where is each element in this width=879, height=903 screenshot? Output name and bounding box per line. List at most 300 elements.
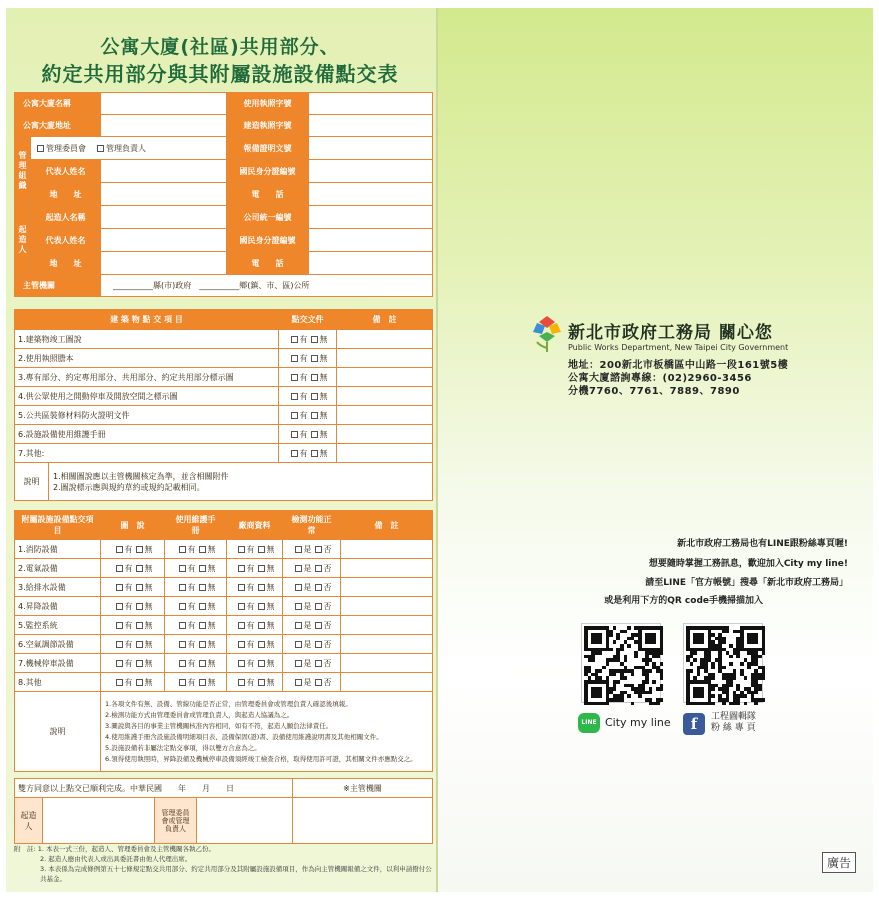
- no-checkbox[interactable]: [258, 679, 265, 686]
- facility-remark-line: 5.設施設備若非屬法定點交事項，得以雙方合意為之。: [105, 743, 261, 752]
- no-label: 無: [207, 563, 216, 573]
- yes-checkbox[interactable]: [179, 584, 186, 591]
- qr-module: [606, 702, 610, 706]
- test-check: [283, 654, 341, 673]
- qr-module: [736, 702, 740, 706]
- no-checkbox[interactable]: [199, 565, 206, 572]
- facility-items-table: [14, 510, 433, 772]
- yes-label: 有: [124, 658, 133, 668]
- qr-module: [652, 640, 656, 644]
- license-no-field[interactable]: [309, 93, 433, 115]
- no-checkbox[interactable]: [311, 431, 318, 438]
- building-name-field[interactable]: [101, 93, 227, 115]
- docs-check: [279, 368, 337, 387]
- no-checkbox[interactable]: [136, 565, 143, 572]
- yes-checkbox[interactable]: [116, 546, 123, 553]
- remark-text: [49, 463, 433, 501]
- header-manual: 使用維護手 冊: [165, 511, 227, 540]
- drawings-check: [101, 559, 165, 578]
- header-vendor: 廠商資料: [227, 511, 283, 540]
- yes-label: 有: [246, 620, 255, 630]
- no-checkbox[interactable]: [199, 641, 206, 648]
- yes-checkbox[interactable]: [291, 431, 298, 438]
- manual-check: [165, 616, 227, 635]
- yes-checkbox[interactable]: [116, 603, 123, 610]
- no-label: 無: [144, 620, 153, 630]
- yes-checkbox[interactable]: [291, 393, 298, 400]
- no-label: 無: [144, 658, 153, 668]
- building-item: 4.供公眾使用之開動停車及開放空間之標示圖: [15, 387, 279, 406]
- year-label: 年: [178, 783, 186, 793]
- no-checkbox[interactable]: [311, 393, 318, 400]
- facility-item: 3.給排水設備: [15, 578, 101, 597]
- header-remark: 備 註: [341, 511, 433, 540]
- test-check: [283, 540, 341, 559]
- no-checkbox[interactable]: [258, 546, 265, 553]
- label-phone: 電 話: [227, 183, 309, 206]
- no-label: 無: [266, 639, 275, 649]
- ok-label: 是: [303, 544, 312, 554]
- qr-module: [624, 658, 628, 662]
- person-checkbox[interactable]: [97, 145, 104, 152]
- test-check: [283, 597, 341, 616]
- qr-module: [602, 666, 606, 670]
- no-checkbox[interactable]: [258, 584, 265, 591]
- ok-checkbox[interactable]: [295, 584, 302, 591]
- rep-name-field[interactable]: [101, 160, 227, 183]
- no-checkbox[interactable]: [258, 660, 265, 667]
- facebook-qr-code[interactable]: [683, 623, 763, 703]
- no-checkbox[interactable]: [136, 546, 143, 553]
- note-3: 3. 本表係為完成條例第五十七條規定點交共用部分、約定共用部分及其附屬設施設備項目，作為向主管機關報備之文件，以利申請撥付公共基金。: [40, 865, 432, 883]
- no-label: 無: [207, 601, 216, 611]
- header-facility: 附屬設施設備點交項目: [15, 511, 101, 540]
- line-qr-code[interactable]: [581, 623, 661, 703]
- yes-label: 有: [299, 391, 308, 401]
- vendor-check: [227, 673, 283, 692]
- build-license-field[interactable]: [309, 115, 433, 137]
- label-building-name: 公寓大廈名稱: [15, 93, 101, 115]
- authority-mark: ※主管機關: [293, 779, 433, 798]
- qr-module: [591, 658, 595, 662]
- qr-module: [722, 640, 726, 644]
- no-label: 無: [266, 544, 275, 554]
- ng-checkbox[interactable]: [315, 546, 322, 553]
- ok-checkbox[interactable]: [295, 603, 302, 610]
- yes-label: 有: [187, 544, 196, 554]
- yes-checkbox[interactable]: [116, 679, 123, 686]
- no-label: 無: [207, 620, 216, 630]
- qr-module: [697, 673, 701, 677]
- yes-checkbox[interactable]: [179, 641, 186, 648]
- yes-label: 有: [187, 639, 196, 649]
- no-checkbox[interactable]: [258, 641, 265, 648]
- vendor-check: [227, 559, 283, 578]
- no-checkbox[interactable]: [136, 603, 143, 610]
- qr-module: [754, 640, 758, 644]
- authority-field[interactable]: __________縣(市)政府 __________鄉(鎮、市、區)公所: [101, 275, 433, 297]
- no-label: 無: [144, 582, 153, 592]
- qr-module: [634, 655, 638, 659]
- no-checkbox[interactable]: [199, 546, 206, 553]
- note-field[interactable]: [337, 368, 433, 387]
- qr-module: [645, 662, 649, 666]
- id-no-field[interactable]: [309, 160, 433, 183]
- bureau-extensions: 分機7760、7761、7889、7890: [568, 386, 740, 397]
- note-field[interactable]: [337, 387, 433, 406]
- no-checkbox[interactable]: [136, 660, 143, 667]
- yes-checkbox[interactable]: [238, 679, 245, 686]
- header-items: 建 築 物 點 交 項 目: [15, 310, 279, 330]
- committee-sign-field[interactable]: [197, 798, 293, 844]
- facility-item: 2.電氣設備: [15, 559, 101, 578]
- label-build-license: 建造執照字號: [227, 115, 309, 137]
- no-checkbox[interactable]: [136, 641, 143, 648]
- drawings-check: [101, 654, 165, 673]
- info-panel: [437, 8, 873, 892]
- yes-checkbox[interactable]: [238, 622, 245, 629]
- qr-module: [624, 676, 628, 680]
- qr-module: [613, 687, 617, 691]
- yes-checkbox[interactable]: [291, 355, 298, 362]
- test-check: [283, 578, 341, 597]
- qr-module: [690, 669, 694, 673]
- qr-module: [758, 687, 762, 691]
- building-addr-field[interactable]: [101, 115, 227, 137]
- ng-checkbox[interactable]: [315, 603, 322, 610]
- ok-label: 是: [303, 677, 312, 687]
- yes-label: 有: [246, 563, 255, 573]
- no-checkbox[interactable]: [199, 584, 206, 591]
- facility-remark-line: 2.檢測功能方式由管理委員會或管理負責人，與起造人協議為之。: [105, 710, 294, 719]
- yes-label: 有: [246, 677, 255, 687]
- developer-sign-field[interactable]: [43, 798, 155, 844]
- no-label: 無: [144, 639, 153, 649]
- form-title-line2: 約定共用部分與其附屬設施設備點交表: [41, 62, 399, 86]
- no-label: 無: [319, 334, 328, 344]
- qr-module: [649, 669, 653, 673]
- remark-line: 1.相關圖說應以主管機關核定為準，並含相關附件: [53, 471, 229, 481]
- no-checkbox[interactable]: [311, 412, 318, 419]
- drawings-check: [101, 635, 165, 654]
- no-label: 無: [266, 620, 275, 630]
- no-checkbox[interactable]: [258, 622, 265, 629]
- qr-module: [631, 702, 635, 706]
- label-dev-phone: 電 話: [227, 252, 309, 275]
- promo-line-3: 請至LINE「官方帳號」搜尋「新北市政府工務局」: [645, 578, 848, 588]
- yes-label: 有: [299, 448, 308, 458]
- facility-note-field[interactable]: [341, 654, 433, 673]
- no-label: 無: [319, 391, 328, 401]
- committee-checkbox[interactable]: [37, 145, 44, 152]
- ng-checkbox[interactable]: [315, 641, 322, 648]
- no-checkbox[interactable]: [258, 565, 265, 572]
- facility-note-field[interactable]: [341, 578, 433, 597]
- drawings-check: [101, 597, 165, 616]
- yes-label: 有: [246, 658, 255, 668]
- qr-module: [693, 651, 697, 655]
- qr-module: [700, 694, 704, 698]
- drawings-check: [101, 616, 165, 635]
- no-label: 無: [207, 582, 216, 592]
- yes-checkbox[interactable]: [116, 565, 123, 572]
- test-check: [283, 673, 341, 692]
- label-developer: 起造人: [15, 206, 31, 275]
- ng-checkbox[interactable]: [315, 584, 322, 591]
- yes-checkbox[interactable]: [291, 336, 298, 343]
- no-label: 無: [144, 563, 153, 573]
- label-company-no: 公司統一編號: [227, 206, 309, 229]
- qr-module: [762, 698, 766, 702]
- test-check: [283, 635, 341, 654]
- note-field[interactable]: [337, 349, 433, 368]
- facebook-icon[interactable]: f: [683, 713, 705, 735]
- yes-label: 有: [124, 639, 133, 649]
- manual-check: [165, 635, 227, 654]
- no-label: 無: [319, 410, 328, 420]
- authority-sign-field[interactable]: [293, 798, 433, 844]
- yes-checkbox[interactable]: [179, 679, 186, 686]
- ok-label: 是: [303, 620, 312, 630]
- no-checkbox[interactable]: [199, 660, 206, 667]
- yes-label: 有: [187, 563, 196, 573]
- agree-text: [15, 779, 293, 798]
- dev-rep-name-field[interactable]: [101, 229, 227, 252]
- qr-module: [609, 648, 613, 652]
- township-label: 鄉(鎮、市、區)公所: [239, 281, 310, 290]
- yes-checkbox[interactable]: [179, 622, 186, 629]
- note-field[interactable]: [337, 330, 433, 349]
- yes-label: 有: [124, 582, 133, 592]
- ok-label: 是: [303, 658, 312, 668]
- test-check: [283, 559, 341, 578]
- yes-checkbox[interactable]: [116, 641, 123, 648]
- facility-remark-line: 4.使用維護手冊含設施設備明細項目表、設備保固(證)書、設備使用維護說明書及其他相關文件。: [105, 732, 383, 741]
- yes-label: 有: [299, 410, 308, 420]
- qr-module: [616, 637, 620, 641]
- dev-name-field[interactable]: [101, 206, 227, 229]
- company-no-field[interactable]: [309, 206, 433, 229]
- no-label: 無: [319, 372, 328, 382]
- ok-checkbox[interactable]: [295, 660, 302, 667]
- no-checkbox[interactable]: [136, 622, 143, 629]
- drawings-check: [101, 673, 165, 692]
- no-checkbox[interactable]: [136, 584, 143, 591]
- no-checkbox[interactable]: [258, 603, 265, 610]
- agree-label: 雙方同意以上點交已順利完成。中華民國: [18, 783, 162, 793]
- ng-checkbox[interactable]: [315, 679, 322, 686]
- qr-module: [620, 648, 624, 652]
- ok-checkbox[interactable]: [295, 565, 302, 572]
- county-label: 縣(市)政府: [153, 281, 192, 290]
- yes-checkbox[interactable]: [291, 450, 298, 457]
- ng-label: 否: [323, 658, 332, 668]
- bureau-hotline: 公寓大廈諮詢專線：(02)2960-3456: [568, 373, 752, 384]
- no-label: 無: [207, 639, 216, 649]
- phone-field[interactable]: [309, 183, 433, 206]
- remark-line: 2.圖說標示應與規約草約或規約記載相同。: [53, 482, 205, 492]
- ok-label: 是: [303, 639, 312, 649]
- qr-module: [606, 662, 610, 666]
- label-dev-rep-name: 代表人姓名: [31, 229, 101, 252]
- docs-check: [279, 444, 337, 463]
- no-label: 無: [319, 353, 328, 363]
- fanpage-label-line1: 工程圖輯隊: [711, 712, 757, 722]
- no-checkbox[interactable]: [199, 622, 206, 629]
- footnotes: [14, 844, 432, 884]
- yes-label: 有: [299, 353, 308, 363]
- facility-item: 4.昇降設備: [15, 597, 101, 616]
- dev-phone-field[interactable]: [309, 252, 433, 275]
- qr-module: [693, 658, 697, 662]
- qr-module: [613, 640, 617, 644]
- drawings-check: [101, 540, 165, 559]
- yes-checkbox[interactable]: [238, 565, 245, 572]
- qr-module: [736, 655, 740, 659]
- yes-checkbox[interactable]: [238, 584, 245, 591]
- no-checkbox[interactable]: [311, 336, 318, 343]
- note-field[interactable]: [337, 406, 433, 425]
- yes-checkbox[interactable]: [116, 584, 123, 591]
- note-2: 2. 起造人應由代表人或出具委託書由他人代理出席。: [40, 855, 192, 863]
- yes-checkbox[interactable]: [179, 546, 186, 553]
- qr-module: [613, 626, 617, 630]
- yes-checkbox[interactable]: [291, 374, 298, 381]
- yes-checkbox[interactable]: [179, 603, 186, 610]
- notes-label: 附 註:: [14, 845, 36, 853]
- committee-label: 管理委員會: [46, 143, 86, 153]
- qr-module: [762, 676, 766, 680]
- yes-checkbox[interactable]: [116, 660, 123, 667]
- qr-module: [656, 655, 660, 659]
- label-rep-name: 代表人姓名: [31, 160, 101, 183]
- facility-note-field[interactable]: [341, 616, 433, 635]
- yes-checkbox[interactable]: [116, 622, 123, 629]
- yes-checkbox[interactable]: [238, 546, 245, 553]
- ok-label: 是: [303, 601, 312, 611]
- fanpage-label[interactable]: [711, 712, 756, 734]
- label-license-no: 使用執照字號: [227, 93, 309, 115]
- no-checkbox[interactable]: [311, 355, 318, 362]
- report-doc-field[interactable]: [309, 137, 433, 160]
- facility-note-field[interactable]: [341, 540, 433, 559]
- facility-item: 1.消防設備: [15, 540, 101, 559]
- qr-module: [645, 680, 649, 684]
- manual-check: [165, 597, 227, 616]
- qr-module: [729, 662, 733, 666]
- building-item: 6.設施設備使用維護手冊: [15, 425, 279, 444]
- qr-module: [620, 698, 624, 702]
- facility-note-field[interactable]: [341, 635, 433, 654]
- facility-note-field[interactable]: [341, 559, 433, 578]
- dev-id-no-field[interactable]: [309, 229, 433, 252]
- building-items-table: [14, 309, 433, 501]
- yes-checkbox[interactable]: [179, 565, 186, 572]
- line-icon[interactable]: LINE: [578, 713, 600, 733]
- qr-module: [711, 676, 715, 680]
- ng-checkbox[interactable]: [315, 565, 322, 572]
- ng-label: 否: [323, 677, 332, 687]
- qr-module: [726, 630, 730, 634]
- vendor-check: [227, 597, 283, 616]
- no-checkbox[interactable]: [199, 679, 206, 686]
- yes-label: 有: [299, 429, 308, 439]
- qr-module: [758, 655, 762, 659]
- no-label: 無: [266, 677, 275, 687]
- qr-module: [762, 651, 766, 655]
- building-item: 2.使用執照謄本: [15, 349, 279, 368]
- qr-module: [733, 676, 737, 680]
- yes-label: 有: [299, 334, 308, 344]
- yes-checkbox[interactable]: [291, 412, 298, 419]
- note-field[interactable]: [337, 444, 433, 463]
- ok-checkbox[interactable]: [295, 641, 302, 648]
- qr-module: [729, 655, 733, 659]
- qr-module: [660, 662, 664, 666]
- facility-note-field[interactable]: [341, 673, 433, 692]
- no-checkbox[interactable]: [311, 450, 318, 457]
- remark-label: 說明: [15, 463, 49, 501]
- header-docs: 點交文件: [279, 310, 337, 330]
- day-label: 日: [226, 783, 234, 793]
- vendor-check: [227, 635, 283, 654]
- yes-label: 有: [187, 582, 196, 592]
- qr-module: [754, 691, 758, 695]
- facility-note-field[interactable]: [341, 597, 433, 616]
- ok-checkbox[interactable]: [295, 546, 302, 553]
- no-label: 無: [144, 677, 153, 687]
- yes-checkbox[interactable]: [179, 660, 186, 667]
- yes-checkbox[interactable]: [238, 641, 245, 648]
- vendor-check: [227, 540, 283, 559]
- ok-label: 是: [303, 563, 312, 573]
- qr-module: [740, 662, 744, 666]
- qr-module: [660, 676, 664, 680]
- ng-checkbox[interactable]: [315, 622, 322, 629]
- qr-module: [747, 666, 751, 670]
- qr-module: [711, 702, 715, 706]
- no-checkbox[interactable]: [311, 374, 318, 381]
- fanpage-label-line2: 粉 絲 專 頁: [711, 723, 756, 733]
- no-label: 無: [207, 677, 216, 687]
- line-label[interactable]: City my line: [605, 716, 671, 729]
- facility-remark-line: 6.領得使用執照時，昇降設備及機械停車設備須經竣工檢查合格，取得使用許可證，其相關文件亦應點交之。: [105, 754, 417, 763]
- yes-checkbox[interactable]: [238, 660, 245, 667]
- info-table: [14, 92, 433, 297]
- yes-checkbox[interactable]: [238, 603, 245, 610]
- qr-module: [627, 694, 631, 698]
- yes-label: 有: [187, 677, 196, 687]
- no-label: 無: [144, 544, 153, 554]
- facility-remark-label: 說明: [15, 692, 101, 772]
- dev-addr-field[interactable]: [101, 252, 227, 275]
- facility-item: 8.其他: [15, 673, 101, 692]
- no-label: 無: [266, 658, 275, 668]
- no-checkbox[interactable]: [136, 679, 143, 686]
- ok-checkbox[interactable]: [295, 679, 302, 686]
- label-addr: 地 址: [31, 183, 101, 206]
- no-checkbox[interactable]: [199, 603, 206, 610]
- yes-label: 有: [187, 601, 196, 611]
- qr-module: [711, 666, 715, 670]
- no-label: 無: [319, 448, 328, 458]
- addr-field[interactable]: [101, 183, 227, 206]
- ok-checkbox[interactable]: [295, 622, 302, 629]
- manual-check: [165, 673, 227, 692]
- building-item: 7.其他:: [15, 444, 279, 463]
- note-field[interactable]: [337, 425, 433, 444]
- ng-checkbox[interactable]: [315, 660, 322, 667]
